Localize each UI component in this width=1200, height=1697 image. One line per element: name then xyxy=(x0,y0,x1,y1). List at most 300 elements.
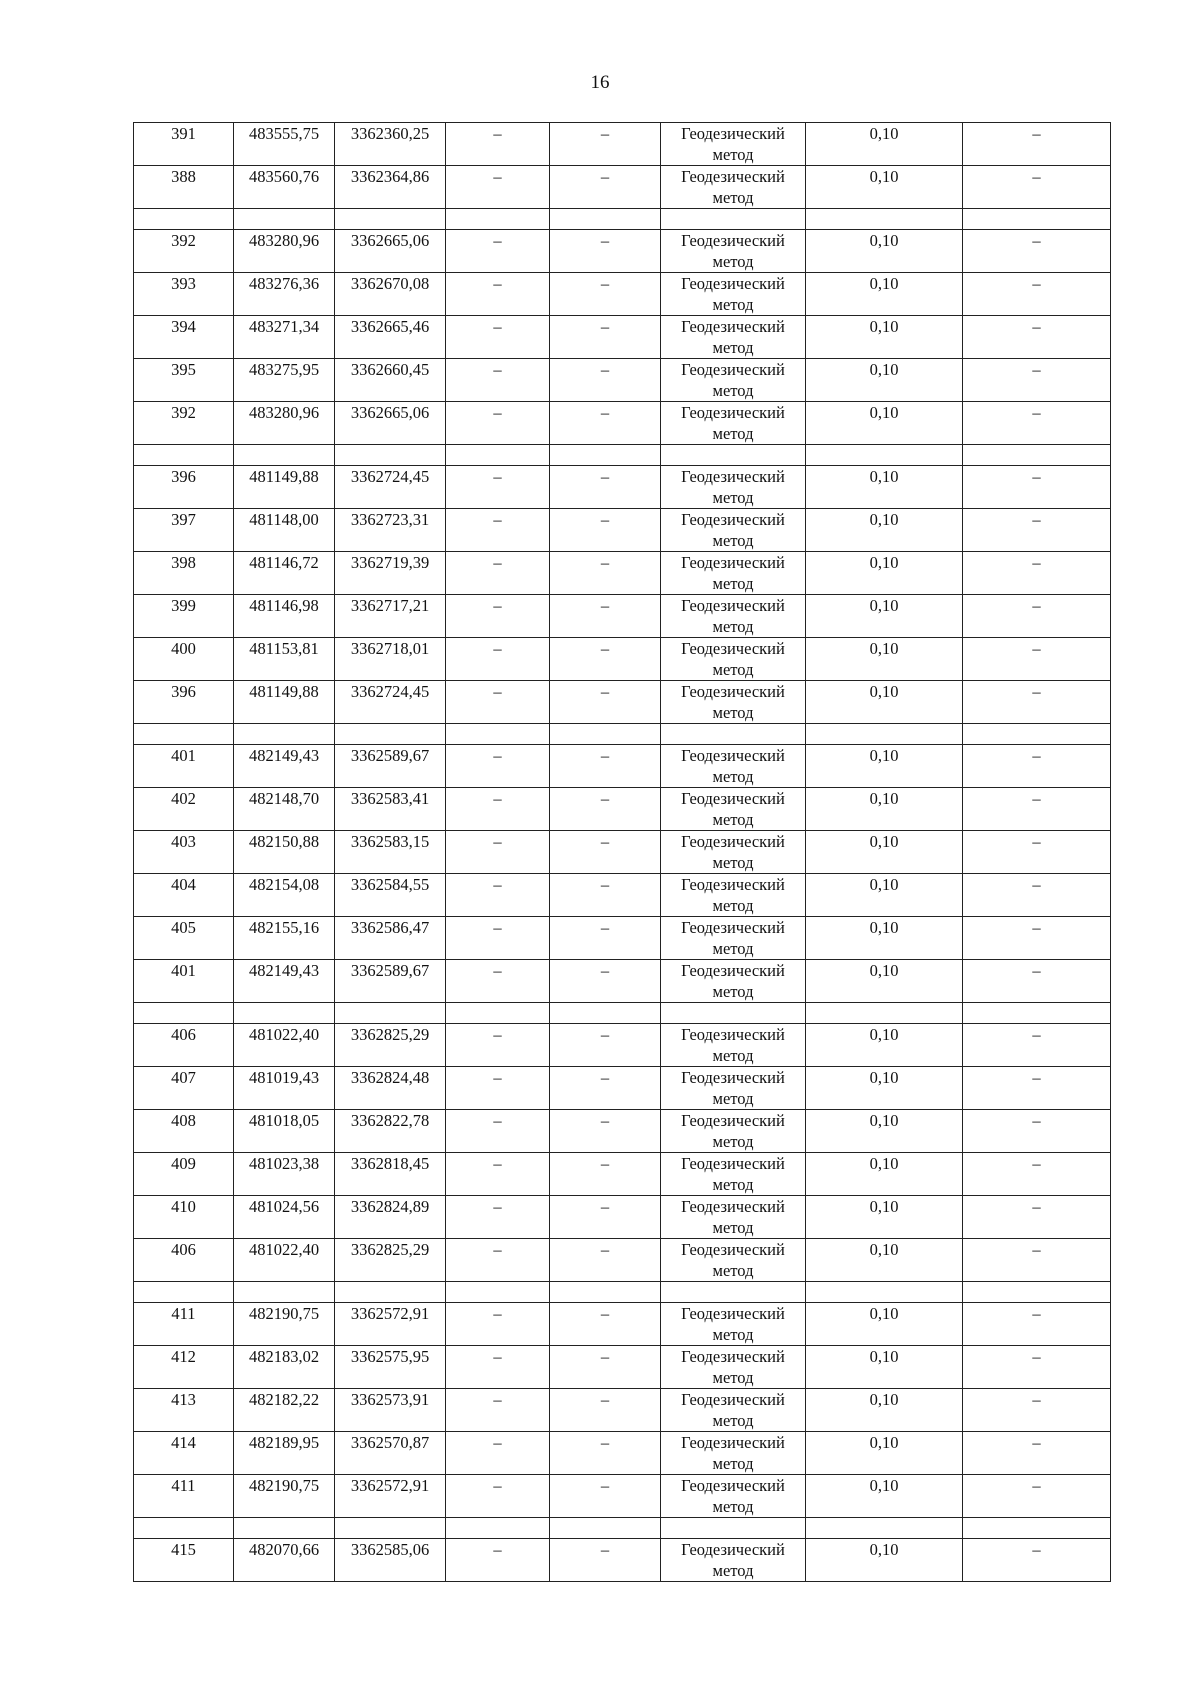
method-cell xyxy=(661,402,806,445)
dash-cell: – xyxy=(963,831,1111,874)
table-row xyxy=(134,1024,1111,1067)
y-coordinate-cell: 3362665,06 xyxy=(335,402,446,445)
table-row xyxy=(134,960,1111,1003)
method-line-1: Геодезический xyxy=(681,167,785,186)
method-line-1: Геодезический xyxy=(681,789,785,808)
point-number-cell: 411 xyxy=(134,1303,234,1346)
table-row xyxy=(134,1067,1111,1110)
dash-cell: – xyxy=(963,509,1111,552)
empty-cell xyxy=(335,724,446,745)
method-line-1: Геодезический xyxy=(681,918,785,937)
dash-cell: – xyxy=(963,552,1111,595)
x-coordinate-cell: 481019,43 xyxy=(234,1067,335,1110)
dash-cell: – xyxy=(446,1153,550,1196)
accuracy-cell: 0,10 xyxy=(806,1196,963,1239)
y-coordinate-cell: 3362585,06 xyxy=(335,1539,446,1582)
point-number-cell: 408 xyxy=(134,1110,234,1153)
accuracy-cell: 0,10 xyxy=(806,788,963,831)
dash-cell: – xyxy=(446,831,550,874)
method-cell xyxy=(661,874,806,917)
dash-cell: – xyxy=(963,316,1111,359)
empty-cell xyxy=(335,1518,446,1539)
method-cell xyxy=(661,681,806,724)
empty-cell xyxy=(550,1282,661,1303)
y-coordinate-cell: 3362364,86 xyxy=(335,166,446,209)
table-row xyxy=(134,1239,1111,1282)
method-line-2: метод xyxy=(712,982,754,1001)
y-coordinate-cell: 3362724,45 xyxy=(335,466,446,509)
method-cell xyxy=(661,316,806,359)
method-line-1: Геодезический xyxy=(681,317,785,336)
y-coordinate-cell: 3362589,67 xyxy=(335,745,446,788)
y-coordinate-cell: 3362717,21 xyxy=(335,595,446,638)
accuracy-cell: 0,10 xyxy=(806,1389,963,1432)
method-line-2: метод xyxy=(712,1261,754,1280)
empty-cell xyxy=(963,209,1111,230)
table-row xyxy=(134,552,1111,595)
empty-cell xyxy=(134,209,234,230)
dash-cell: – xyxy=(963,1239,1111,1282)
accuracy-cell: 0,10 xyxy=(806,1475,963,1518)
y-coordinate-cell: 3362583,41 xyxy=(335,788,446,831)
dash-cell: – xyxy=(963,595,1111,638)
point-number-cell: 415 xyxy=(134,1539,234,1582)
method-cell xyxy=(661,1196,806,1239)
dash-cell: – xyxy=(446,552,550,595)
dash-cell: – xyxy=(550,788,661,831)
method-cell xyxy=(661,1303,806,1346)
point-number-cell: 401 xyxy=(134,745,234,788)
point-number-cell: 406 xyxy=(134,1024,234,1067)
accuracy-cell: 0,10 xyxy=(806,1346,963,1389)
dash-cell: – xyxy=(963,466,1111,509)
method-line-2: метод xyxy=(712,660,754,679)
empty-cell xyxy=(550,209,661,230)
method-cell xyxy=(661,1239,806,1282)
dash-cell: – xyxy=(550,316,661,359)
accuracy-cell: 0,10 xyxy=(806,166,963,209)
x-coordinate-cell: 483280,96 xyxy=(234,402,335,445)
table-row xyxy=(134,509,1111,552)
table-row xyxy=(134,1346,1111,1389)
dash-cell: – xyxy=(963,1153,1111,1196)
x-coordinate-cell: 481018,05 xyxy=(234,1110,335,1153)
table-row xyxy=(134,1110,1111,1153)
dash-cell: – xyxy=(963,874,1111,917)
spacer-row xyxy=(134,1518,1111,1539)
method-line-1: Геодезический xyxy=(681,639,785,658)
dash-cell: – xyxy=(963,1110,1111,1153)
table-row xyxy=(134,1475,1111,1518)
point-number-cell: 411 xyxy=(134,1475,234,1518)
empty-cell xyxy=(963,1003,1111,1024)
dash-cell: – xyxy=(550,123,661,166)
x-coordinate-cell: 482182,22 xyxy=(234,1389,335,1432)
spacer-row xyxy=(134,1282,1111,1303)
dash-cell: – xyxy=(446,788,550,831)
method-cell xyxy=(661,509,806,552)
empty-cell xyxy=(446,209,550,230)
dash-cell: – xyxy=(550,1475,661,1518)
accuracy-cell: 0,10 xyxy=(806,1024,963,1067)
method-cell xyxy=(661,1539,806,1582)
point-number-cell: 400 xyxy=(134,638,234,681)
method-line-2: метод xyxy=(712,145,754,164)
dash-cell: – xyxy=(446,1196,550,1239)
y-coordinate-cell: 3362360,25 xyxy=(335,123,446,166)
accuracy-cell: 0,10 xyxy=(806,359,963,402)
table-row xyxy=(134,831,1111,874)
method-line-1: Геодезический xyxy=(681,1433,785,1452)
y-coordinate-cell: 3362665,06 xyxy=(335,230,446,273)
method-line-1: Геодезический xyxy=(681,553,785,572)
dash-cell: – xyxy=(550,745,661,788)
y-coordinate-cell: 3362719,39 xyxy=(335,552,446,595)
method-line-1: Геодезический xyxy=(681,274,785,293)
dash-cell: – xyxy=(963,745,1111,788)
empty-cell xyxy=(335,1282,446,1303)
dash-cell: – xyxy=(446,466,550,509)
x-coordinate-cell: 481149,88 xyxy=(234,681,335,724)
empty-cell xyxy=(661,445,806,466)
accuracy-cell: 0,10 xyxy=(806,917,963,960)
method-line-1: Геодезический xyxy=(681,875,785,894)
point-number-cell: 410 xyxy=(134,1196,234,1239)
dash-cell: – xyxy=(446,123,550,166)
point-number-cell: 406 xyxy=(134,1239,234,1282)
dash-cell: – xyxy=(550,1110,661,1153)
empty-cell xyxy=(234,1518,335,1539)
empty-cell xyxy=(134,1282,234,1303)
x-coordinate-cell: 483275,95 xyxy=(234,359,335,402)
point-number-cell: 397 xyxy=(134,509,234,552)
table-row xyxy=(134,638,1111,681)
dash-cell: – xyxy=(446,917,550,960)
method-cell xyxy=(661,1389,806,1432)
empty-cell xyxy=(963,1518,1111,1539)
method-line-2: метод xyxy=(712,896,754,915)
dash-cell: – xyxy=(963,1389,1111,1432)
y-coordinate-cell: 3362824,89 xyxy=(335,1196,446,1239)
x-coordinate-cell: 483280,96 xyxy=(234,230,335,273)
page-number: 16 xyxy=(590,72,610,93)
method-cell xyxy=(661,273,806,316)
x-coordinate-cell: 481149,88 xyxy=(234,466,335,509)
dash-cell: – xyxy=(963,788,1111,831)
empty-cell xyxy=(550,1003,661,1024)
method-cell xyxy=(661,960,806,1003)
method-cell xyxy=(661,1024,806,1067)
method-line-2: метод xyxy=(712,617,754,636)
spacer-row xyxy=(134,724,1111,745)
accuracy-cell: 0,10 xyxy=(806,1110,963,1153)
method-cell xyxy=(661,230,806,273)
empty-cell xyxy=(234,445,335,466)
dash-cell: – xyxy=(446,960,550,1003)
method-line-1: Геодезический xyxy=(681,961,785,980)
table-row xyxy=(134,1432,1111,1475)
dash-cell: – xyxy=(963,359,1111,402)
y-coordinate-cell: 3362825,29 xyxy=(335,1024,446,1067)
point-number-cell: 404 xyxy=(134,874,234,917)
dash-cell: – xyxy=(550,1346,661,1389)
method-cell xyxy=(661,788,806,831)
empty-cell xyxy=(806,1518,963,1539)
method-cell xyxy=(661,1110,806,1153)
method-line-1: Геодезический xyxy=(681,682,785,701)
table-row xyxy=(134,123,1111,166)
table-row xyxy=(134,466,1111,509)
dash-cell: – xyxy=(963,1024,1111,1067)
dash-cell: – xyxy=(963,1539,1111,1582)
accuracy-cell: 0,10 xyxy=(806,1153,963,1196)
method-line-1: Геодезический xyxy=(681,832,785,851)
empty-cell xyxy=(806,1003,963,1024)
method-cell xyxy=(661,831,806,874)
x-coordinate-cell: 482070,66 xyxy=(234,1539,335,1582)
method-line-2: метод xyxy=(712,1046,754,1065)
dash-cell: – xyxy=(550,1196,661,1239)
empty-cell xyxy=(134,445,234,466)
method-line-2: метод xyxy=(712,1132,754,1151)
accuracy-cell: 0,10 xyxy=(806,1539,963,1582)
method-cell xyxy=(661,1432,806,1475)
empty-cell xyxy=(806,1282,963,1303)
x-coordinate-cell: 482189,95 xyxy=(234,1432,335,1475)
method-line-2: метод xyxy=(712,338,754,357)
dash-cell: – xyxy=(446,595,550,638)
empty-cell xyxy=(661,1003,806,1024)
point-number-cell: 413 xyxy=(134,1389,234,1432)
dash-cell: – xyxy=(963,960,1111,1003)
y-coordinate-cell: 3362586,47 xyxy=(335,917,446,960)
dash-cell: – xyxy=(446,359,550,402)
dash-cell: – xyxy=(446,745,550,788)
method-line-1: Геодезический xyxy=(681,1154,785,1173)
point-number-cell: 407 xyxy=(134,1067,234,1110)
dash-cell: – xyxy=(963,1067,1111,1110)
empty-cell xyxy=(806,724,963,745)
empty-cell xyxy=(134,1518,234,1539)
method-line-2: метод xyxy=(712,810,754,829)
y-coordinate-cell: 3362723,31 xyxy=(335,509,446,552)
y-coordinate-cell: 3362818,45 xyxy=(335,1153,446,1196)
dash-cell: – xyxy=(550,402,661,445)
method-line-1: Геодезический xyxy=(681,124,785,143)
dash-cell: – xyxy=(550,552,661,595)
table-row xyxy=(134,273,1111,316)
accuracy-cell: 0,10 xyxy=(806,638,963,681)
method-cell xyxy=(661,638,806,681)
method-line-2: метод xyxy=(712,531,754,550)
accuracy-cell: 0,10 xyxy=(806,831,963,874)
method-cell xyxy=(661,917,806,960)
method-line-2: метод xyxy=(712,252,754,271)
dash-cell: – xyxy=(550,1303,661,1346)
accuracy-cell: 0,10 xyxy=(806,509,963,552)
empty-cell xyxy=(446,1282,550,1303)
y-coordinate-cell: 3362822,78 xyxy=(335,1110,446,1153)
table-row xyxy=(134,230,1111,273)
table-row xyxy=(134,316,1111,359)
accuracy-cell: 0,10 xyxy=(806,273,963,316)
empty-cell xyxy=(661,209,806,230)
dash-cell: – xyxy=(963,1475,1111,1518)
method-line-1: Геодезический xyxy=(681,1068,785,1087)
method-line-2: метод xyxy=(712,1411,754,1430)
y-coordinate-cell: 3362570,87 xyxy=(335,1432,446,1475)
table-row xyxy=(134,1196,1111,1239)
dash-cell: – xyxy=(550,1539,661,1582)
dash-cell: – xyxy=(446,1432,550,1475)
spacer-row xyxy=(134,209,1111,230)
method-line-1: Геодезический xyxy=(681,1025,785,1044)
x-coordinate-cell: 482190,75 xyxy=(234,1303,335,1346)
method-line-1: Геодезический xyxy=(681,1240,785,1259)
point-number-cell: 392 xyxy=(134,230,234,273)
empty-cell xyxy=(134,1003,234,1024)
dash-cell: – xyxy=(550,1239,661,1282)
y-coordinate-cell: 3362824,48 xyxy=(335,1067,446,1110)
dash-cell: – xyxy=(550,1153,661,1196)
point-number-cell: 409 xyxy=(134,1153,234,1196)
table-row xyxy=(134,917,1111,960)
dash-cell: – xyxy=(963,273,1111,316)
y-coordinate-cell: 3362724,45 xyxy=(335,681,446,724)
x-coordinate-cell: 481146,98 xyxy=(234,595,335,638)
empty-cell xyxy=(806,445,963,466)
point-number-cell: 403 xyxy=(134,831,234,874)
accuracy-cell: 0,10 xyxy=(806,466,963,509)
dash-cell: – xyxy=(963,1346,1111,1389)
dash-cell: – xyxy=(550,230,661,273)
dash-cell: – xyxy=(446,1067,550,1110)
point-number-cell: 394 xyxy=(134,316,234,359)
method-line-2: метод xyxy=(712,767,754,786)
dash-cell: – xyxy=(446,1346,550,1389)
method-line-2: метод xyxy=(712,939,754,958)
dash-cell: – xyxy=(550,466,661,509)
empty-cell xyxy=(661,1518,806,1539)
dash-cell: – xyxy=(446,509,550,552)
method-line-1: Геодезический xyxy=(681,1390,785,1409)
y-coordinate-cell: 3362670,08 xyxy=(335,273,446,316)
accuracy-cell: 0,10 xyxy=(806,316,963,359)
empty-cell xyxy=(661,724,806,745)
dash-cell: – xyxy=(446,230,550,273)
dash-cell: – xyxy=(446,874,550,917)
dash-cell: – xyxy=(446,1539,550,1582)
dash-cell: – xyxy=(963,638,1111,681)
table-row xyxy=(134,788,1111,831)
empty-cell xyxy=(234,1003,335,1024)
y-coordinate-cell: 3362660,45 xyxy=(335,359,446,402)
accuracy-cell: 0,10 xyxy=(806,681,963,724)
x-coordinate-cell: 483555,75 xyxy=(234,123,335,166)
dash-cell: – xyxy=(446,1389,550,1432)
method-cell xyxy=(661,1475,806,1518)
method-line-2: метод xyxy=(712,1325,754,1344)
empty-cell xyxy=(234,209,335,230)
method-line-2: метод xyxy=(712,853,754,872)
method-line-2: метод xyxy=(712,1175,754,1194)
dash-cell: – xyxy=(963,402,1111,445)
method-line-1: Геодезический xyxy=(681,360,785,379)
accuracy-cell: 0,10 xyxy=(806,230,963,273)
table-row xyxy=(134,745,1111,788)
method-cell xyxy=(661,745,806,788)
method-line-2: метод xyxy=(712,703,754,722)
accuracy-cell: 0,10 xyxy=(806,960,963,1003)
table-row xyxy=(134,681,1111,724)
x-coordinate-cell: 482148,70 xyxy=(234,788,335,831)
dash-cell: – xyxy=(963,123,1111,166)
table-row xyxy=(134,1389,1111,1432)
method-line-1: Геодезический xyxy=(681,1197,785,1216)
x-coordinate-cell: 481148,00 xyxy=(234,509,335,552)
dash-cell: – xyxy=(446,316,550,359)
method-line-1: Геодезический xyxy=(681,1347,785,1366)
method-line-2: метод xyxy=(712,188,754,207)
y-coordinate-cell: 3362572,91 xyxy=(335,1475,446,1518)
point-number-cell: 395 xyxy=(134,359,234,402)
dash-cell: – xyxy=(446,1024,550,1067)
dash-cell: – xyxy=(550,874,661,917)
method-line-2: метод xyxy=(712,295,754,314)
accuracy-cell: 0,10 xyxy=(806,1239,963,1282)
table-row xyxy=(134,595,1111,638)
y-coordinate-cell: 3362572,91 xyxy=(335,1303,446,1346)
dash-cell: – xyxy=(550,681,661,724)
coordinates-table xyxy=(133,122,1111,1582)
method-line-1: Геодезический xyxy=(681,403,785,422)
dash-cell: – xyxy=(550,1432,661,1475)
x-coordinate-cell: 481146,72 xyxy=(234,552,335,595)
dash-cell: – xyxy=(446,402,550,445)
accuracy-cell: 0,10 xyxy=(806,595,963,638)
dash-cell: – xyxy=(446,681,550,724)
x-coordinate-cell: 483560,76 xyxy=(234,166,335,209)
dash-cell: – xyxy=(446,273,550,316)
table-body xyxy=(134,123,1111,1582)
point-number-cell: 391 xyxy=(134,123,234,166)
dash-cell: – xyxy=(550,359,661,402)
dash-cell: – xyxy=(446,1475,550,1518)
table-row xyxy=(134,1539,1111,1582)
table-row xyxy=(134,166,1111,209)
accuracy-cell: 0,10 xyxy=(806,745,963,788)
dash-cell: – xyxy=(550,831,661,874)
dash-cell: – xyxy=(963,917,1111,960)
x-coordinate-cell: 481153,81 xyxy=(234,638,335,681)
empty-cell xyxy=(446,1003,550,1024)
dash-cell: – xyxy=(446,1239,550,1282)
x-coordinate-cell: 482183,02 xyxy=(234,1346,335,1389)
y-coordinate-cell: 3362589,67 xyxy=(335,960,446,1003)
y-coordinate-cell: 3362575,95 xyxy=(335,1346,446,1389)
dash-cell: – xyxy=(446,1110,550,1153)
method-line-1: Геодезический xyxy=(681,510,785,529)
dash-cell: – xyxy=(550,273,661,316)
x-coordinate-cell: 482149,43 xyxy=(234,745,335,788)
method-cell xyxy=(661,595,806,638)
method-cell xyxy=(661,123,806,166)
empty-cell xyxy=(234,724,335,745)
dash-cell: – xyxy=(550,166,661,209)
empty-cell xyxy=(550,724,661,745)
method-line-1: Геодезический xyxy=(681,596,785,615)
accuracy-cell: 0,10 xyxy=(806,123,963,166)
